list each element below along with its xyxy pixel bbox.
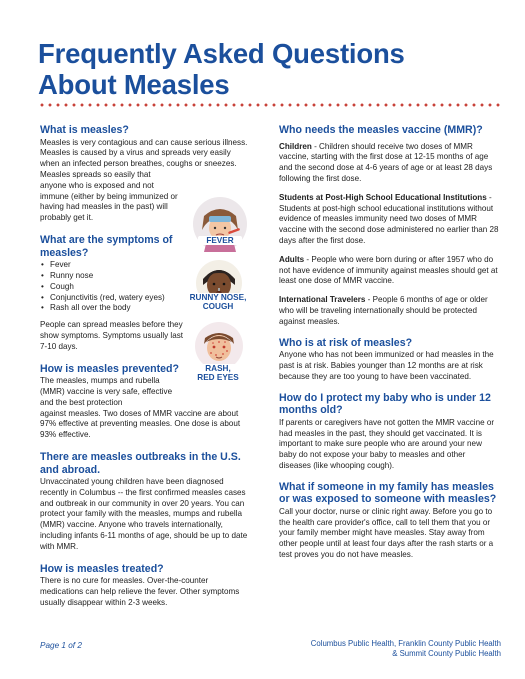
treatment-text: There is no cure for measles. Over-the-counter medications can help relieve the fever. Other symptoms usually disappear within 2-3 weeks. <box>40 576 240 607</box>
heading-symptoms: What are the symptoms of measles? <box>40 233 173 259</box>
adults-label: Adults <box>279 254 305 264</box>
family-exposed-text: Call your doctor, nurse or clinic right away. Before you go to the health care provider's office, call to tell them that you or your family member might have measles. Stay away from other people until at least four days after the rash starts or a test proves you do not have measles. <box>279 506 494 560</box>
footer-organizations <box>311 639 501 660</box>
list-item: • Runny nose <box>40 271 250 282</box>
runny-nose-caption-line-1: RUNNY NOSE, <box>189 293 247 302</box>
students-text: - Students at post-high school educational institutions without evidence of measles immunity need two doses of MMR vaccine with the second dose administered no earlier than 28 days after the first dose. <box>279 192 499 245</box>
children-text: - Children should receive two doses of MMR vaccine, starting with the first dose at 12-15 months of age and the second dose at 4-6 years of age or at least 28 days following the first dose. <box>279 141 493 183</box>
outbreaks-text: Unvaccinated young children have been diagnosed recently in Columbus -- the first confirmed measles cases and outbreak in our community in over 20 years. You can protect your family with the measles, mumps and rubella (MMR) vaccine. Anyone who travels internationally, including infants 6-11 months of age, should be up to date with MMR. <box>40 477 248 551</box>
travelers-paragraph <box>279 295 499 327</box>
rash-caption-line-2: RED EYES <box>197 373 239 382</box>
students-label: Students at Post-High School Educational Institutions <box>279 192 487 202</box>
heading-outbreaks: There are measles outbreaks in the U.S. and abroad. <box>40 450 241 476</box>
children-paragraph <box>279 142 499 185</box>
heading-what-is-measles: What is measles? <box>40 124 129 136</box>
title-line-2: About Measles <box>38 69 230 100</box>
protect-baby-text: If parents or caregivers have not gotten the MMR vaccine or had measles in the past, they should get vaccinated. It is important to make sure people who are around your new baby do not expose your baby to measles and other diseases (like whooping cough). <box>279 417 495 470</box>
runny-nose-caption-line-2: COUGH <box>202 302 234 311</box>
rash-caption <box>190 364 246 382</box>
prevention-text-2: against measles. Two doses of MMR vaccine are about 97% effective at preventing measles. One dose is about 93% effective. <box>40 408 241 440</box>
section-protect-baby <box>279 392 499 472</box>
fever-caption: FEVER <box>198 236 242 245</box>
adults-text: - People who were born during or after 1957 who do not have evidence of immunity against measles should get at least one dose of MMR vaccine. <box>279 254 498 286</box>
prevention-text: The measles, mumps and rubella (MMR) vaccine is very safe, effective and the best protection <box>40 376 173 407</box>
heading-treatment: How is measles treated? <box>40 562 164 575</box>
travelers-label: International Travelers <box>279 295 366 305</box>
page-title <box>38 38 498 100</box>
list-item: • Fever <box>40 260 250 271</box>
heading-who-needs-vaccine: Who needs the measles vaccine (MMR)? <box>279 124 483 136</box>
students-paragraph <box>279 193 499 247</box>
list-item: • Cough <box>40 282 250 293</box>
footer-org-line-2: & Summit County Public Health <box>392 649 501 659</box>
heading-risk: Who is at risk of measles? <box>279 336 413 349</box>
heading-family-exposed: What if someone in my family has measles or was exposed to someone with measles? <box>279 480 497 506</box>
symptoms-text: People can spread measles before they show symptoms. Symptoms usually last 7-10 days. <box>40 320 184 351</box>
page-number: Page 1 of 2 <box>40 641 82 650</box>
heading-protect-baby: How do I protect my baby who is under 12 months old? <box>279 391 491 417</box>
dotted-divider <box>38 103 500 107</box>
list-item: • Rash all over the body <box>40 303 250 314</box>
footer-org-line-1: Columbus Public Health, Franklin County Public Health <box>310 639 501 648</box>
children-label: Children <box>279 141 312 151</box>
what-is-measles-text: Measles is very contagious and can cause serious illness. Measles is caused by a virus and spreads very easily when an infected person breathes, coughs or sneezes. Measles spreads so easily that <box>40 137 248 179</box>
what-is-measles-text-2: anyone who is exposed and not immune (either by being immunized or having had measles in the past) will probably get it. <box>40 180 178 223</box>
title-line-1: Frequently Asked Questions <box>38 38 405 69</box>
section-family-exposed <box>279 481 499 561</box>
list-item: • Conjunctivitis (red, watery eyes) <box>40 293 250 304</box>
section-treatment <box>40 563 250 609</box>
right-column <box>279 124 499 570</box>
adults-paragraph <box>279 255 499 287</box>
rash-caption-line-1: RASH, <box>205 364 231 373</box>
heading-prevention: How is measles prevented? <box>40 362 179 375</box>
section-risk <box>279 337 499 383</box>
section-who-needs-vaccine <box>279 124 499 328</box>
risk-text: Anyone who has not been immunized or had measles in the past is at risk. Babies younger than 12 months are at risk because they are too young to have been vaccinated. <box>279 350 494 381</box>
runny-nose-caption <box>186 293 250 311</box>
travelers-text: - People 6 months of age or older who will be traveling internationally should be protected against measles. <box>279 295 488 326</box>
section-outbreaks <box>40 451 250 553</box>
